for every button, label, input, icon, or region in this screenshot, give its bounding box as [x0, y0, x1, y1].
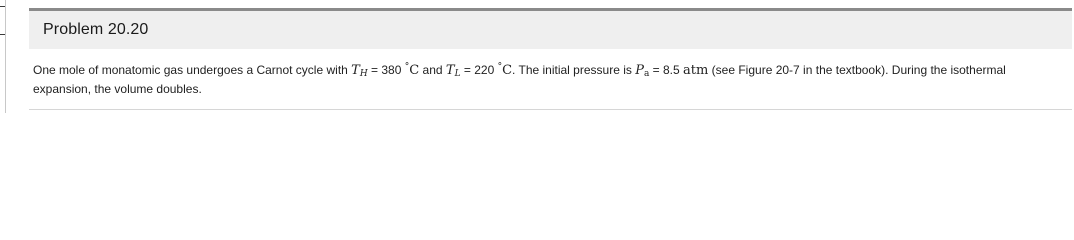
temp-high-subscript: H	[359, 69, 368, 79]
pressure-subscript: a	[643, 69, 650, 79]
celsius-unit: C	[409, 63, 420, 78]
degree-symbol: °	[404, 62, 410, 72]
problem-statement	[29, 49, 1072, 97]
statement-text: One mole of monatomic gas undergoes a Carnot cycle with	[33, 63, 352, 77]
window-left-edge	[0, 0, 6, 113]
celsius-unit: C	[502, 63, 513, 78]
temp-low-value: = 220	[460, 63, 498, 77]
degree-symbol: °	[497, 62, 503, 72]
pressure-symbol: P	[635, 63, 644, 78]
temp-low-symbol: T	[445, 63, 455, 78]
edge-tick	[0, 34, 5, 35]
statement-text: . The initial pressure is	[512, 63, 636, 77]
problem-header	[29, 8, 1072, 49]
problem-card	[29, 8, 1072, 113]
pressure-value: = 8.5	[649, 63, 684, 77]
statement-text: and	[419, 63, 446, 77]
temp-low-subscript: L	[454, 69, 461, 79]
statement-text: (see Figure 20-7 in the textbook). During the isothermal expansion, the volume doubles.	[33, 63, 1006, 96]
temp-high-symbol: T	[351, 63, 360, 78]
problem-title: Problem 20.20	[43, 21, 149, 38]
temp-high-value: = 380	[367, 63, 405, 77]
edge-tick	[0, 6, 5, 7]
atm-unit: atm	[683, 63, 709, 78]
section-divider	[29, 109, 1072, 110]
